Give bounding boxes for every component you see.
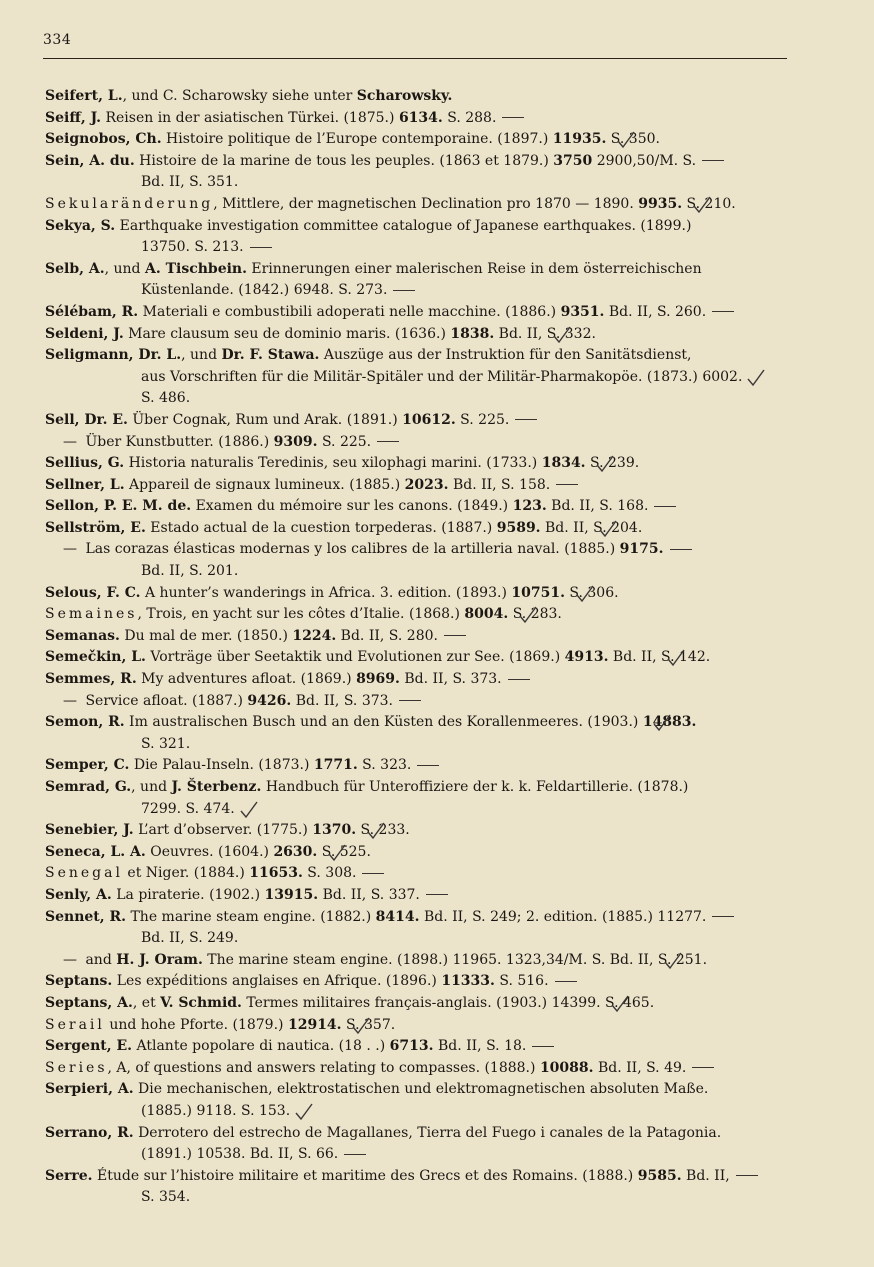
entry-text: Atlante popolare di nautica. (18 . .) <box>132 1038 390 1055</box>
catalog-entry <box>45 907 795 950</box>
entry-text: , et <box>132 994 161 1011</box>
entry-continuation: S. 321. <box>141 735 191 752</box>
entry-reference: Auszüge aus der Instruktion für den Sanitätsdienst, <box>319 347 692 364</box>
entry-author: Seneca, L. A. <box>45 843 146 860</box>
entry-author: Sergent, E. <box>45 1038 133 1055</box>
entry-shelfmark: 9175. <box>619 541 664 558</box>
entry-text: Du mal de mer. (1850.) <box>119 627 293 644</box>
entry-text: Die Palau-Inseln. (1873.) <box>129 757 314 774</box>
entry-shelfmark: 11935. <box>552 131 607 148</box>
entry-shelfmark: 10088. <box>539 1059 594 1076</box>
entry-reference: Bd. II, S. 18. <box>433 1038 527 1055</box>
entry-text: , A, of questions and answers relating to compasses. (1888.) <box>107 1059 540 1076</box>
entry-reference: Bd. II, <box>681 1167 730 1184</box>
entry-author: Sellner, L. <box>45 476 125 493</box>
pencil-check-icon <box>294 1103 314 1119</box>
page-number: 334 <box>43 32 72 48</box>
pencil-dash-mark <box>736 1175 758 1176</box>
entry-text: Mare clausum seu de dominio maris. (1636.) <box>123 325 451 342</box>
entry-author: Seifert, L. <box>45 88 123 104</box>
entry-continuation: S. 486. <box>141 390 191 407</box>
entry-continuation: (1885.) 9118. S. 153. <box>93 1101 795 1123</box>
entry-text: Die mechanischen, elektrostatischen und elektromagnetischen absoluten Maße. <box>133 1081 709 1098</box>
catalog-entry <box>45 1036 795 1058</box>
catalog-entry <box>45 583 795 605</box>
pencil-check-icon <box>643 455 663 471</box>
entry-text: Derrotero del estrecho de Magallanes, Tierra del Fuego i canales de la Patagonia. <box>133 1124 722 1141</box>
entry-reference: Bd. II, S. 332. <box>494 325 596 342</box>
pencil-check-icon <box>623 585 643 601</box>
catalog-entry <box>45 993 795 1015</box>
entry-continuation: (1891.) 10538. Bd. II, S. 66. <box>93 1144 795 1166</box>
pencil-dash-mark <box>654 506 676 507</box>
entry-author: Sennet, R. <box>45 908 127 925</box>
pencil-check-icon <box>566 606 586 622</box>
entry-continuation: 13750. S. 213. <box>93 237 795 259</box>
entry-shelfmark: 2630. <box>273 843 318 860</box>
entry-text: Earthquake investigation committee catalogue of Japanese earthquakes. (1899.) <box>115 217 692 234</box>
catalog-entry <box>45 216 795 259</box>
entry-reference: S. 525. <box>317 843 371 860</box>
entry-author: Semon, R. <box>45 714 125 731</box>
catalog-entry <box>45 518 795 540</box>
catalog-entry <box>45 151 795 194</box>
entry-author: Serpieri, A. <box>45 1081 134 1098</box>
pencil-check-icon <box>399 1017 419 1033</box>
pencil-dash-mark <box>426 894 448 895</box>
entry-shelfmark: 9351. <box>560 303 605 320</box>
entry-reference: Erinnerungen einer malerischen Reise in dem österreichischen <box>246 260 702 277</box>
pencil-check-icon <box>414 822 434 838</box>
entry-text: , und <box>181 347 222 364</box>
entry-text: Vorträge über Seetaktik und Evolutionen zur See. (1869.) <box>145 649 565 666</box>
entry-continuation: 7299. S. 474. <box>93 799 795 821</box>
pencil-dash-mark <box>250 247 272 248</box>
entry-text: Estado actual de la cuestion torpederas. (1887.) <box>145 519 497 536</box>
entry-shelfmark: 9309. <box>273 433 318 450</box>
pencil-check-icon <box>239 801 259 817</box>
entry-shelfmark: 8414. <box>375 908 420 925</box>
entry-author: Sellon, P. E. M. de. <box>45 498 192 515</box>
catalog-entry <box>45 1123 795 1166</box>
entry-shelfmark: 9585. <box>637 1167 682 1184</box>
entry-text: Les expéditions anglaises en Afrique. (1896.) <box>112 973 442 990</box>
entry-shelfmark: 11333. <box>441 973 495 990</box>
pencil-dash-mark <box>712 311 734 312</box>
entry-reference: Bd. II, S. 158. <box>448 476 551 493</box>
ditto-dash: — <box>63 433 77 450</box>
pencil-dash-mark <box>508 679 530 680</box>
catalog-entry <box>45 691 795 713</box>
entry-text: My adventures afloat. (1869.) <box>136 671 357 688</box>
entry-reference: The marine steam engine. (1898.) 11965. 1323,34/M. S. Bd. II, S. 251. <box>202 951 708 968</box>
entry-text: L’art d’observer. (1775.) <box>133 822 313 839</box>
catalog-entry <box>45 950 795 972</box>
catalog-entry <box>45 410 795 432</box>
catalog-entry <box>45 1166 795 1209</box>
entry-reference: S. 288. <box>442 109 497 126</box>
pencil-check-icon <box>746 369 766 385</box>
catalog-entry <box>45 259 795 302</box>
entry-author: Semper, C. <box>45 757 130 774</box>
entry-text: and <box>81 951 117 968</box>
entry-shelfmark: 123. <box>512 498 547 515</box>
entry-author: Selb, A. <box>45 260 105 277</box>
entry-shelfmark: 10751. <box>511 584 565 601</box>
pencil-check-icon <box>700 714 720 730</box>
catalog-entry <box>45 1015 795 1037</box>
pencil-check-icon <box>658 995 678 1011</box>
catalog-entry <box>45 863 795 885</box>
entry-continuation: Bd. II, S. 201. <box>141 563 239 580</box>
entry-shelfmark: 9589. <box>496 519 541 536</box>
pencil-dash-mark <box>393 290 415 291</box>
entry-reference: S. 357. <box>341 1016 396 1033</box>
catalog-entry <box>45 755 795 777</box>
pencil-check-icon <box>375 844 395 860</box>
entry-reference: S. 225. <box>317 433 372 450</box>
entry-text: A hunter’s wanderings in Africa. 3. edition. (1893.) <box>140 584 512 601</box>
entry-text: , und C. Scharowsky siehe unter <box>122 88 357 104</box>
entry-author: Sein, A. du. <box>45 152 135 169</box>
entry-continuation: Küstenlande. (1842.) 6948. S. 273. <box>93 280 795 302</box>
entry-shelfmark: 8969. <box>356 671 400 688</box>
pencil-dash-mark <box>555 981 577 982</box>
catalog-entry <box>45 475 795 497</box>
catalog-entry <box>45 647 795 669</box>
entry-author: Septans, A. <box>45 994 133 1011</box>
entry-text: Oeuvres. (1604.) <box>145 843 274 860</box>
entry-author: Sell, Dr. E. <box>45 411 128 428</box>
entry-continuation: Bd. II, S. 249. <box>141 930 239 947</box>
entry-keyword: Sekularänderung <box>45 195 214 212</box>
catalog-entry <box>45 108 795 130</box>
entry-reference: S. 210. <box>682 195 736 212</box>
entry-shelfmark: 1224. <box>292 627 337 644</box>
entry-coauthor: V. Schmid. <box>160 994 242 1011</box>
entry-reference: Bd. II, S. 337. <box>318 886 420 903</box>
entry-reference: S. 323. <box>357 757 412 774</box>
entry-reference: Bd. II, S. 260. <box>604 303 707 320</box>
entry-coauthor: J. Šterbenz. <box>171 779 262 795</box>
entry-shelfmark: 9426. <box>247 692 292 709</box>
entry-text: Reisen in der asiatischen Türkei. (1875.) <box>101 109 399 126</box>
entry-shelfmark: 6713. <box>389 1038 434 1055</box>
entry-shelfmark: 6134. <box>398 109 443 126</box>
catalog-entry <box>45 539 795 582</box>
entry-shelfmark: 9935. <box>638 195 683 212</box>
ditto-dash: — <box>63 692 77 709</box>
entry-continuation: S. 354. <box>141 1189 191 1206</box>
entry-reference: S. 308. <box>302 865 357 882</box>
catalog-entry <box>45 324 795 346</box>
entry-reference: Bd. II, S. 373. <box>399 671 502 688</box>
catalog-entry <box>45 194 795 216</box>
entry-reference: S. 239. <box>585 455 640 472</box>
entry-reference: Bd. II, S. 142. <box>608 649 711 666</box>
entry-shelfmark: 2023. <box>404 476 449 493</box>
pencil-check-icon <box>740 196 760 212</box>
entry-text: Histoire de la marine de tous les peuples. (1863 et 1879.) <box>134 152 554 169</box>
pencil-check-icon <box>714 649 734 665</box>
entry-continuation: Bd. II, S. 351. <box>141 174 239 191</box>
catalog-entry <box>45 777 795 820</box>
entry-text: et Niger. (1884.) <box>122 865 250 882</box>
catalog-entry <box>45 669 795 691</box>
ditto-dash: — <box>63 951 77 968</box>
pencil-dash-mark <box>532 1046 554 1047</box>
entry-shelfmark: 14883. <box>642 714 697 731</box>
pencil-dash-mark <box>712 916 734 917</box>
entry-text: Historia naturalis Teredinis, seu xilophagi marini. (1733.) <box>124 455 542 472</box>
pencil-check-icon <box>600 326 620 342</box>
catalog-entry <box>45 432 795 454</box>
entry-reference: Bd. II, S. 49. <box>593 1059 687 1076</box>
entry-keyword: Senegal <box>45 865 123 882</box>
entry-shelfmark: 12914. <box>287 1016 342 1033</box>
pencil-dash-mark <box>362 873 384 874</box>
pencil-check-icon <box>664 131 684 147</box>
pencil-dash-mark <box>444 635 466 636</box>
entry-author: Sellström, E. <box>45 519 146 536</box>
catalog-entry <box>45 712 795 755</box>
catalog-entry <box>45 626 795 648</box>
entry-shelfmark: 10612. <box>402 411 456 428</box>
entry-reference: Bd. II, S. 280. <box>336 627 438 644</box>
pencil-dash-mark <box>692 1067 714 1068</box>
catalog-entry <box>45 496 795 518</box>
entry-text: Histoire politique de l’Europe contemporaine. (1897.) <box>161 131 553 148</box>
entry-reference: 2900,50/M. S. <box>592 152 697 169</box>
entry-text: , Mittlere, der magnetischen Declination pro 1870 — 1890. <box>213 195 639 212</box>
entry-reference: S. 225. <box>455 411 510 428</box>
entry-author: Serrano, R. <box>45 1124 134 1141</box>
entry-text: Über Kunstbutter. (1886.) <box>81 433 274 450</box>
entry-coauthor: Scharowsky. <box>356 88 453 104</box>
entry-text: Étude sur l’histoire militaire et maritime des Grecs et des Romains. (1888.) <box>92 1167 638 1184</box>
entry-author: Senly, A. <box>45 886 112 903</box>
catalog-entry <box>45 302 795 324</box>
catalog-entry <box>45 820 795 842</box>
entry-author: Seldeni, J. <box>45 325 124 342</box>
entry-author: Sellius, G. <box>45 455 125 472</box>
entry-coauthor: A. Tischbein. <box>144 260 247 277</box>
entry-text: , und <box>104 260 145 277</box>
catalog-entry <box>45 885 795 907</box>
entry-reference: Bd. II, S. 204. <box>540 519 643 536</box>
pencil-dash-mark <box>702 160 724 161</box>
catalog-entries <box>45 86 795 1209</box>
pencil-dash-mark <box>502 117 524 118</box>
entry-shelfmark: 1370. <box>312 822 357 839</box>
catalog-entry <box>45 1079 795 1122</box>
catalog-entry <box>45 1058 795 1080</box>
ditto-dash: — <box>63 541 77 558</box>
pencil-dash-mark <box>344 1154 366 1155</box>
entry-shelfmark: 1838. <box>450 325 495 342</box>
entry-text: , und <box>131 779 172 795</box>
entry-text: Service afloat. (1887.) <box>81 692 248 709</box>
pencil-dash-mark <box>670 549 692 550</box>
entry-author: Semečkin, L. <box>45 649 146 666</box>
entry-author: Semanas. <box>45 627 120 644</box>
entry-author: Seligmann, Dr. L. <box>45 347 182 364</box>
entry-author: Serre. <box>45 1167 93 1184</box>
pencil-dash-mark <box>377 441 399 442</box>
entry-keyword: Series <box>45 1059 108 1076</box>
catalog-entry <box>45 971 795 993</box>
entry-reference: S. 283. <box>508 606 562 623</box>
header-rule <box>43 58 787 59</box>
catalog-entry <box>45 86 795 108</box>
catalog-entry <box>45 604 795 626</box>
entry-reference: Bd. II, S. 373. <box>291 692 393 709</box>
entry-reference: S. 306. <box>564 584 619 601</box>
pencil-dash-mark <box>417 765 439 766</box>
entry-reference: S. 516. <box>494 973 549 990</box>
entry-text: Appareil de signaux lumineux. (1885.) <box>124 476 405 493</box>
pencil-dash-mark <box>515 419 537 420</box>
catalog-entry <box>45 345 795 410</box>
entry-reference: Bd. II, S. 168. <box>546 498 649 515</box>
entry-text: La piraterie. (1902.) <box>111 886 265 903</box>
entry-reference: Handbuch für Unteroffiziere der k. k. Feldartillerie. (1878.) <box>261 779 689 795</box>
entry-shelfmark: 3750 <box>553 152 593 169</box>
entry-reference: Bd. II, S. 249; 2. edition. (1885.) 11277. <box>419 908 707 925</box>
entry-text: Im australischen Busch und an den Küsten des Korallenmeeres. (1903.) <box>124 714 643 731</box>
entry-reference: S. 233. <box>356 822 410 839</box>
entry-shelfmark: 8004. <box>464 606 509 623</box>
entry-text: Las corazas élasticas modernas y los calibres de la artilleria naval. (1885.) <box>81 541 620 558</box>
entry-text: The marine steam engine. (1882.) <box>126 908 376 925</box>
pencil-check-icon <box>711 952 731 968</box>
entry-coauthor: H. J. Oram. <box>116 951 203 968</box>
catalog-entry <box>45 129 795 151</box>
entry-author: Sekya, S. <box>45 217 116 234</box>
entry-shelfmark: 13915. <box>264 886 319 903</box>
entry-author: Sélébam, R. <box>45 303 139 320</box>
entry-author: Semrad, G. <box>45 779 132 795</box>
entry-author: Selous, F. C. <box>45 584 141 601</box>
entry-author: Septans. <box>45 973 113 990</box>
entry-text: Examen du mémoire sur les canons. (1849.) <box>191 498 513 515</box>
entry-shelfmark: 4913. <box>564 649 609 666</box>
entry-shelfmark: 1771. <box>313 757 358 774</box>
entry-author: Senebier, J. <box>45 822 134 839</box>
catalog-entry <box>45 842 795 864</box>
entry-text: Über Cognak, Rum und Arak. (1891.) <box>127 411 403 428</box>
entry-text: , Trois, en yacht sur les côtes d’Italie. (1868.) <box>137 606 465 623</box>
entry-reference: S. 350. <box>606 131 660 148</box>
entry-continuation: aus Vorschriften für die Militär-Spitäler und der Militär-Pharmakopöe. (1873.) 6002. <box>93 367 795 389</box>
entry-reference: Termes militaires français-anglais. (1903.) 14399. S. 465. <box>241 994 655 1011</box>
entry-author: Semmes, R. <box>45 671 137 688</box>
entry-text: und hohe Pforte. (1879.) <box>104 1016 288 1033</box>
pencil-dash-mark <box>556 484 578 485</box>
catalog-entry <box>45 453 795 475</box>
entry-shelfmark: 11653. <box>249 865 303 882</box>
entry-author: Seiff, J. <box>45 109 101 126</box>
entry-text: Materiali e combustibili adoperati nelle macchine. (1886.) <box>138 303 561 320</box>
entry-shelfmark: 1834. <box>541 455 586 472</box>
entry-keyword: Semaines <box>45 606 138 623</box>
entry-keyword: Serail <box>45 1016 105 1033</box>
pencil-check-icon <box>646 520 666 536</box>
entry-author: Seignobos, Ch. <box>45 131 162 148</box>
pencil-dash-mark <box>399 700 421 701</box>
entry-coauthor: Dr. F. Stawa. <box>221 347 320 364</box>
